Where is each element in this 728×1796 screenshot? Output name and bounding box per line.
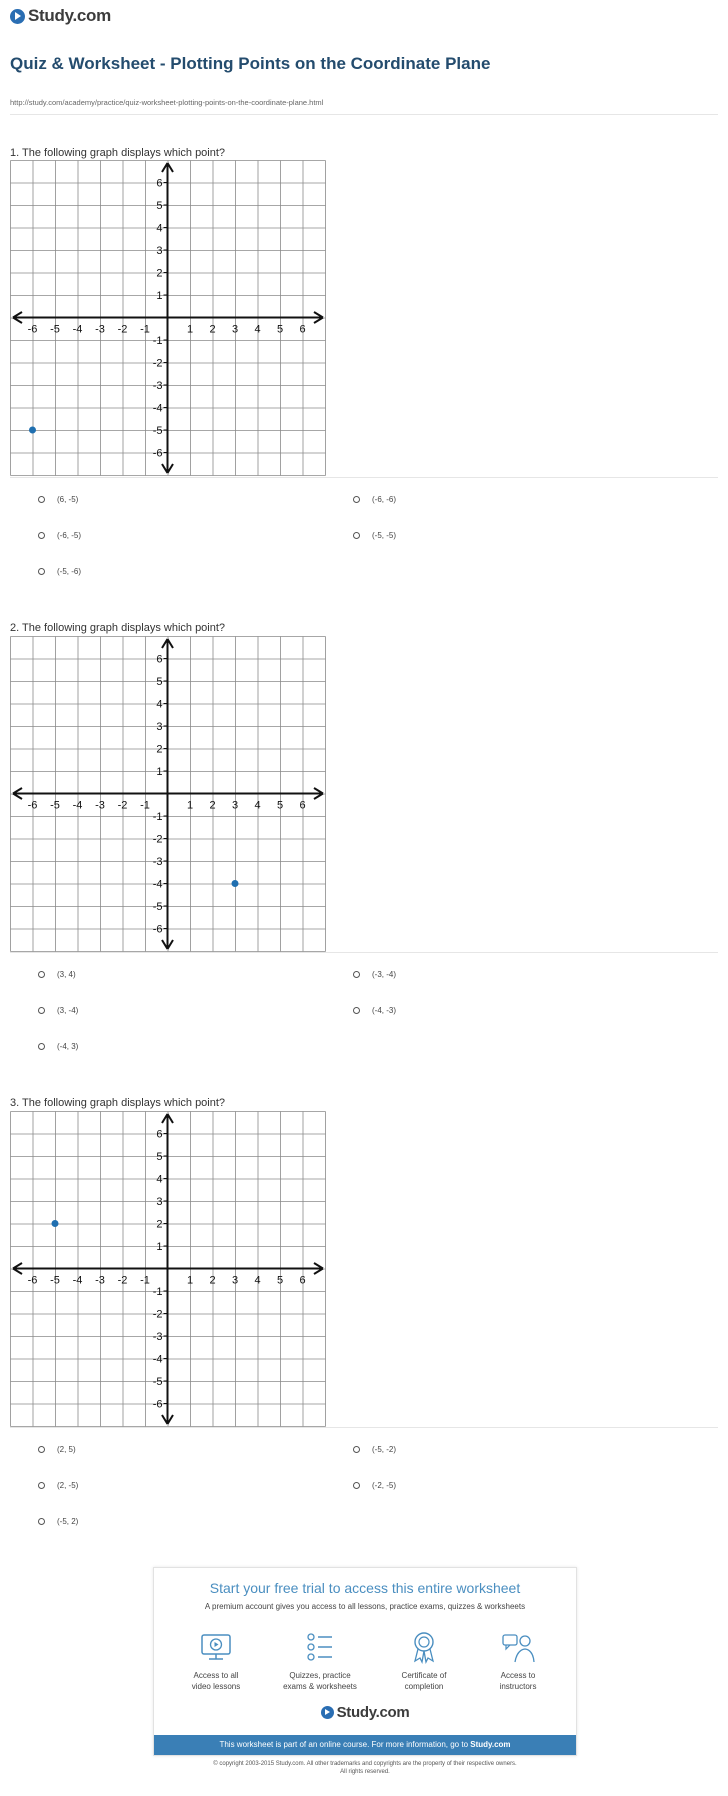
radio-button[interactable] [38,1482,45,1489]
divider [10,477,718,478]
quiz-list-icon [303,1630,337,1664]
x-tick-label: 1 [186,799,194,812]
y-tick-label: 5 [156,1151,163,1163]
y-tick-label: -1 [152,1286,163,1298]
option-label: (2, -5) [57,1481,79,1490]
y-tick-label: -5 [152,1376,163,1388]
x-tick-label: 6 [299,323,306,336]
y-tick-label: 6 [156,1128,163,1141]
feature-video-lessons [166,1630,266,1692]
divider [10,952,718,953]
question-3-option[interactable] [38,1517,78,1526]
x-tick-label: 5 [276,1274,284,1287]
x-tick-label: -1 [140,799,150,812]
feature-label-line2: video lessons [191,1682,241,1691]
question-2-option[interactable] [353,1006,396,1015]
radio-button[interactable] [38,1007,45,1014]
x-tick-label: -3 [95,323,105,336]
x-tick-label: -5 [50,323,60,336]
y-tick-label: 3 [156,721,163,733]
feature-label-line2: completion [404,1682,444,1691]
option-label: (2, 5) [57,1445,76,1454]
feature-label-line1: Quizzes, practice [289,1671,351,1680]
instructor-icon [501,1630,535,1664]
y-tick-label: 4 [156,222,163,235]
question-3-graph [10,1111,326,1427]
feature-quizzes [270,1630,370,1692]
radio-button[interactable] [353,971,360,978]
y-tick-label: -3 [152,380,163,392]
x-tick-label: -5 [50,1274,60,1287]
option-label: (-5, -2) [372,1445,396,1454]
option-label: (3, 4) [57,970,76,979]
x-tick-label: -6 [27,323,38,336]
y-tick-label: -1 [152,811,163,823]
radio-button[interactable] [38,568,45,575]
question-3-option[interactable] [353,1481,396,1490]
x-tick-label: -2 [117,799,128,812]
question-1-option[interactable] [353,495,396,504]
y-tick-label: -4 [152,402,163,415]
radio-button[interactable] [38,1446,45,1453]
certificate-icon [407,1630,441,1664]
option-label: (-5, -6) [57,567,81,576]
y-tick-label: -2 [152,1308,163,1321]
question-3-label: 3. The following graph displays which point? [10,1097,226,1109]
y-tick-label: -4 [152,1353,163,1366]
radio-button[interactable] [353,1482,360,1489]
video-lesson-icon [199,1630,233,1664]
question-1-option[interactable] [38,495,78,504]
play-logo-icon [321,1706,334,1719]
question-1-option[interactable] [38,531,81,540]
course-info-bar [154,1735,576,1755]
divider [10,114,718,115]
question-2-option[interactable] [38,970,76,979]
x-tick-label: -1 [140,323,150,336]
x-tick-label: 4 [254,1274,261,1287]
question-2-label: 2. The following graph displays which point? [10,622,226,634]
y-tick-label: 6 [156,177,163,190]
play-logo-icon [10,9,25,24]
divider [10,1427,718,1428]
logo-text: Study.com [336,1704,410,1721]
question-2-graph [10,636,326,952]
promo-subtitle: A premium account gives you access to all lessons, practice exams, quizzes & worksheets [204,1602,526,1611]
question-2-option[interactable] [38,1006,78,1015]
feature-label-line1: Certificate of [401,1671,447,1680]
logo-text: Study.com [28,6,111,25]
x-tick-label: -4 [72,799,83,812]
free-trial-promo [153,1567,577,1756]
y-tick-label: 6 [156,653,163,666]
y-tick-label: 1 [156,290,163,302]
study-logo[interactable] [10,6,111,26]
question-1-graph [10,160,326,476]
y-tick-label: 1 [156,766,163,778]
x-tick-label: 1 [186,323,194,336]
option-label: (-6, -6) [372,495,396,504]
y-tick-label: -2 [152,357,163,370]
x-tick-label: -2 [117,1274,128,1287]
y-tick-label: 2 [156,267,163,280]
y-tick-label: -4 [152,878,163,891]
x-tick-label: -6 [27,799,38,812]
option-label: (-4, 3) [57,1042,79,1051]
copyright-line1: © copyright 2003-2015 Study.com. All other trademarks and copyrights are the property of their respective owners. [213,1761,517,1767]
question-3-option[interactable] [353,1445,396,1454]
x-tick-label: 5 [276,799,284,812]
x-tick-label: -6 [27,1274,38,1287]
x-tick-label: 6 [299,799,306,812]
question-3-option[interactable] [38,1445,76,1454]
copyright-line2: All rights reserved. [340,1769,390,1775]
radio-button[interactable] [353,1007,360,1014]
y-tick-label: 2 [156,743,163,756]
y-tick-label: -6 [152,923,163,936]
radio-button[interactable] [353,532,360,539]
x-tick-label: 2 [209,1274,216,1287]
feature-label-line2: instructors [499,1682,537,1691]
page-title: Quiz & Worksheet - Plotting Points on the Coordinate Plane [10,54,491,73]
plotted-point [52,1220,59,1227]
feature-certificate [374,1630,474,1692]
y-tick-label: 2 [156,1218,163,1231]
x-tick-label: -5 [50,799,60,812]
course-info-text: This worksheet is part of an online course. For more information, go to [219,1740,471,1749]
feature-label-line1: Access to all [193,1671,239,1680]
y-tick-label: -6 [152,1398,163,1411]
plotted-point [29,427,36,434]
y-tick-label: -5 [152,425,163,437]
x-tick-label: 4 [254,323,261,336]
question-1-option[interactable] [38,567,81,576]
option-label: (3, -4) [57,1006,79,1015]
y-tick-label: 5 [156,676,163,688]
x-tick-label: -2 [117,323,128,336]
y-tick-label: -5 [152,901,163,913]
x-tick-label: 6 [299,1274,306,1287]
plotted-point [232,880,239,887]
x-tick-label: -3 [95,1274,105,1287]
feature-label-line2: exams & worksheets [283,1682,357,1691]
x-tick-label: -3 [95,799,105,812]
radio-button[interactable] [38,971,45,978]
y-tick-label: 1 [156,1241,163,1253]
promo-title[interactable]: Start your free trial to access this entire worksheet [209,1580,521,1596]
y-tick-label: 4 [156,1173,163,1186]
question-1-label: 1. The following graph displays which point? [10,147,226,159]
radio-button[interactable] [38,532,45,539]
option-label: (-2, -5) [372,1481,396,1490]
y-tick-label: -2 [152,833,163,846]
x-tick-label: -4 [72,1274,83,1287]
x-tick-label: 4 [254,799,261,812]
option-label: (-6, -5) [57,531,81,540]
x-tick-label: 3 [231,1274,239,1287]
x-tick-label: 2 [209,799,216,812]
option-label: (-3, -4) [372,970,396,979]
y-tick-label: 4 [156,698,163,711]
y-tick-label: 3 [156,245,163,257]
question-3-option[interactable] [38,1481,78,1490]
option-label: (6, -5) [57,495,79,504]
x-tick-label: -1 [140,1274,150,1287]
x-tick-label: 1 [186,1274,194,1287]
radio-button[interactable] [38,1043,45,1050]
x-tick-label: 3 [231,323,239,336]
x-tick-label: 2 [209,323,216,336]
option-label: (-4, -3) [372,1006,396,1015]
y-tick-label: 5 [156,200,163,212]
radio-button[interactable] [353,1446,360,1453]
copyright [153,1760,577,1776]
option-label: (-5, -5) [372,531,396,540]
feature-label-line1: Access to [500,1671,536,1680]
x-tick-label: 3 [231,799,239,812]
y-tick-label: -6 [152,447,163,460]
study-link[interactable]: Study.com [470,1740,511,1749]
radio-button[interactable] [38,1518,45,1525]
radio-button[interactable] [38,496,45,503]
page-url: http://study.com/academy/practice/quiz-worksheet-plotting-points-on-the-coordinate-plane.html [10,98,324,107]
x-tick-label: -4 [72,323,83,336]
y-tick-label: -3 [152,856,163,868]
x-tick-label: 5 [276,323,284,336]
question-1-option[interactable] [353,531,396,540]
radio-button[interactable] [353,496,360,503]
question-2-option[interactable] [38,1042,78,1051]
y-tick-label: 3 [156,1196,163,1208]
question-2-option[interactable] [353,970,396,979]
option-label: (-5, 2) [57,1517,79,1526]
y-tick-label: -3 [152,1331,163,1343]
y-tick-label: -1 [152,335,163,347]
promo-study-logo[interactable] [154,1704,576,1721]
feature-instructors [468,1630,568,1692]
